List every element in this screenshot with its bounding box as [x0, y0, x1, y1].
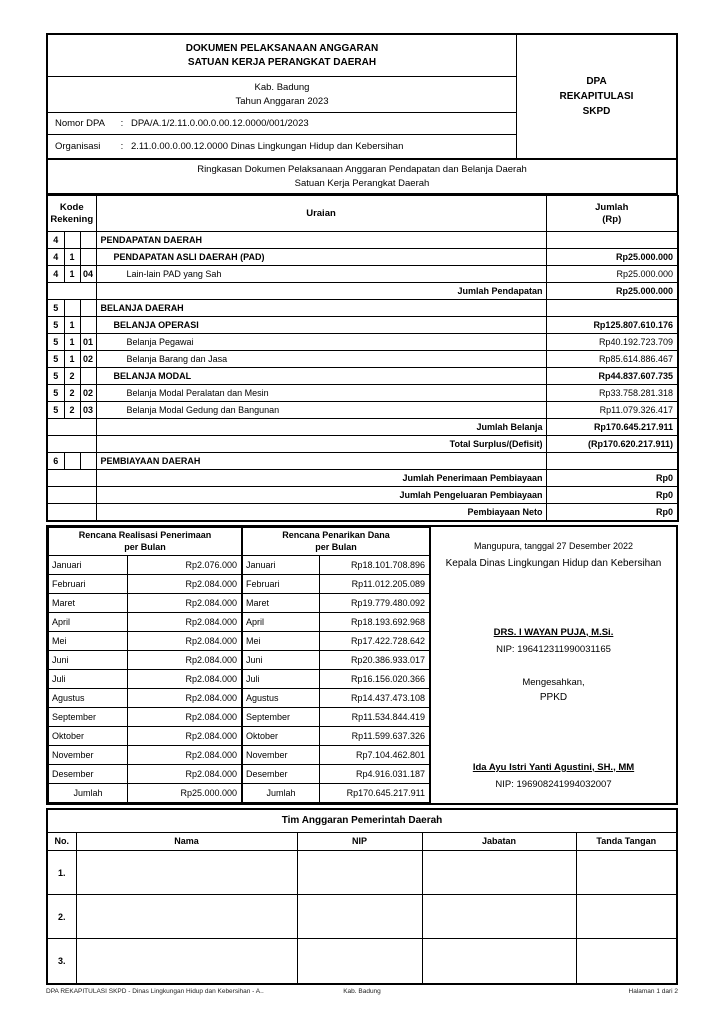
- kode-rekening-cell: [80, 300, 96, 317]
- signing-official-name: DRS. I WAYAN PUJA, M.Si.: [493, 626, 614, 638]
- month-label-cell: September: [243, 707, 320, 726]
- kode-rekening-cell-empty: [47, 470, 96, 487]
- monthly-row: [243, 631, 430, 650]
- budget-table-row: [47, 317, 678, 334]
- month-label-cell: Juli: [243, 669, 320, 688]
- uraian-cell: Lain-lain PAD yang Sah: [96, 266, 546, 283]
- monthly-row: [49, 612, 242, 631]
- monthly-row: [243, 650, 430, 669]
- monthly-row: [243, 612, 430, 631]
- approval-label: Mengesahkan,: [522, 676, 585, 688]
- tim-column-header: No.: [48, 833, 76, 851]
- kode-rekening-cell: 02: [80, 385, 96, 402]
- month-value-cell: Rp11.534.844.419: [320, 707, 430, 726]
- budget-table-row: [47, 300, 678, 317]
- tim-empty-cell: [297, 851, 422, 895]
- budget-table-row: [47, 283, 678, 300]
- kode-rekening-cell: 6: [47, 453, 64, 470]
- month-label-cell: Juli: [49, 669, 128, 688]
- tim-row-number-cell: 2.: [48, 895, 76, 939]
- kode-rekening-cell: 1: [64, 334, 80, 351]
- budget-year: Tahun Anggaran 2023: [235, 95, 329, 107]
- monthly-plan-section: [46, 525, 678, 805]
- colon-separator: :: [120, 141, 124, 152]
- jumlah-cell: Rp25.000.000: [546, 266, 678, 283]
- tim-column-header: Nama: [76, 833, 297, 851]
- kode-rekening-cell: 4: [47, 266, 64, 283]
- month-value-cell: Rp19.779.480.092: [320, 593, 430, 612]
- monthly-row: [243, 593, 430, 612]
- document-subtitle: [46, 160, 678, 195]
- page-footer: [46, 988, 678, 995]
- month-value-cell: Rp7.104.462.801: [320, 745, 430, 764]
- month-label-cell: Maret: [49, 593, 128, 612]
- month-label-cell: Oktober: [49, 726, 128, 745]
- monthly-row: [243, 726, 430, 745]
- tim-empty-cell: [422, 895, 576, 939]
- summary-jumlah-cell: Rp0: [546, 504, 678, 521]
- month-value-cell: Rp2.084.000: [128, 631, 242, 650]
- month-label-cell: Juni: [49, 650, 128, 669]
- kode-rekening-cell-empty: [47, 436, 96, 453]
- budget-table-row: [47, 368, 678, 385]
- approver-name: Ida Ayu Istri Yanti Agustini, SH., MM: [472, 761, 635, 773]
- kode-rekening-cell: 4: [47, 249, 64, 266]
- month-label-cell: November: [243, 745, 320, 764]
- budget-table-row: [47, 334, 678, 351]
- uraian-header: Uraian: [96, 196, 546, 232]
- signing-official-title: Kepala Dinas Lingkungan Hidup dan Kebersihan: [445, 557, 662, 569]
- region-year-block: [48, 77, 516, 113]
- monthly-row: [243, 574, 430, 593]
- kode-rekening-cell: 2: [64, 402, 80, 419]
- jumlah-cell: Rp44.837.607.735: [546, 368, 678, 385]
- month-value-cell: Rp18.193.692.968: [320, 612, 430, 631]
- kode-rekening-cell: 4: [47, 232, 64, 249]
- kode-rekening-cell: 5: [47, 368, 64, 385]
- monthly-receipts-title: Rencana Realisasi Penerimaan per Bulan: [49, 527, 242, 555]
- monthly-row: [49, 726, 242, 745]
- month-label-cell: Februari: [243, 574, 320, 593]
- kode-rekening-cell: 5: [47, 351, 64, 368]
- month-label-cell: Agustus: [49, 688, 128, 707]
- tim-table-row: [48, 851, 676, 895]
- budget-table-row: [47, 351, 678, 368]
- kode-rekening-cell-empty: [47, 419, 96, 436]
- kode-rekening-cell: 5: [47, 317, 64, 334]
- month-value-cell: Rp4.916.031.187: [320, 764, 430, 783]
- monthly-row: [49, 650, 242, 669]
- monthly-row: [49, 783, 242, 802]
- month-label-cell: Maret: [243, 593, 320, 612]
- budget-table-row: [47, 419, 678, 436]
- month-label-cell: September: [49, 707, 128, 726]
- tim-anggaran-section: [46, 808, 678, 985]
- summary-jumlah-cell: Rp0: [546, 470, 678, 487]
- tim-empty-cell: [576, 939, 676, 983]
- jumlah-cell: Rp11.079.326.417: [546, 402, 678, 419]
- monthly-row: [49, 669, 242, 688]
- header-left-block: [48, 35, 517, 158]
- month-label-cell: April: [49, 612, 128, 631]
- month-label-cell: Desember: [243, 764, 320, 783]
- colon-separator: :: [120, 118, 124, 129]
- uraian-cell: PENDAPATAN ASLI DAERAH (PAD): [96, 249, 546, 266]
- kode-rekening-cell: [80, 249, 96, 266]
- budget-table-row: [47, 453, 678, 470]
- month-value-cell: Rp2.084.000: [128, 707, 242, 726]
- dpa-document-page: [46, 33, 678, 985]
- summary-jumlah-cell: Rp170.645.217.911: [546, 419, 678, 436]
- document-title-line2: SATUAN KERJA PERANGKAT DAERAH: [187, 56, 377, 68]
- monthly-row: [49, 631, 242, 650]
- kode-rekening-cell: 1: [64, 317, 80, 334]
- monthly-row: [49, 745, 242, 764]
- summary-jumlah-cell: Rp25.000.000: [546, 283, 678, 300]
- kode-rekening-cell: [80, 317, 96, 334]
- organisasi-label: Organisasi: [55, 141, 101, 152]
- month-label-cell: Agustus: [243, 688, 320, 707]
- budget-table-row: [47, 436, 678, 453]
- tim-empty-cell: [76, 939, 297, 983]
- tim-empty-cell: [576, 851, 676, 895]
- tim-table-row: [48, 939, 676, 983]
- tim-empty-cell: [422, 939, 576, 983]
- month-value-cell: Rp2.084.000: [128, 593, 242, 612]
- tim-empty-cell: [297, 895, 422, 939]
- month-value-cell: Rp11.012.205.089: [320, 574, 430, 593]
- monthly-row: [243, 669, 430, 688]
- organisasi-value: 2.11.0.00.0.00.12.0000 Dinas Lingkungan Hidup dan Kebersihan: [131, 141, 404, 152]
- tim-empty-cell: [76, 895, 297, 939]
- month-value-cell: Rp25.000.000: [128, 783, 242, 802]
- month-value-cell: Rp17.422.728.642: [320, 631, 430, 650]
- tim-row-number-cell: 3.: [48, 939, 76, 983]
- monthly-receipts-table: [48, 527, 242, 803]
- kode-rekening-cell-empty: [47, 283, 96, 300]
- month-value-cell: Rp16.156.020.366: [320, 669, 430, 688]
- monthly-withdrawals-title: Rencana Penarikan Dana per Bulan: [243, 527, 430, 555]
- footer-doc-title: DPA REKAPITULASI SKPD - Dinas Lingkungan Hidup dan Kebersihan - A..: [46, 988, 264, 995]
- region-name: Kab. Badung: [254, 81, 310, 93]
- jumlah-cell: Rp25.000.000: [546, 249, 678, 266]
- jumlah-cell: [546, 232, 678, 249]
- approver-nip: NIP: 196908241994032007: [495, 778, 612, 790]
- month-value-cell: Rp2.076.000: [128, 555, 242, 574]
- month-label-cell: April: [243, 612, 320, 631]
- month-label-cell: Mei: [49, 631, 128, 650]
- jumlah-header: Jumlah (Rp): [546, 196, 678, 232]
- kode-rekening-cell: [64, 300, 80, 317]
- kode-rekening-cell: 5: [47, 402, 64, 419]
- kode-rekening-header: Kode Rekening: [47, 196, 96, 232]
- summary-jumlah-cell: (Rp170.620.217.911): [546, 436, 678, 453]
- kode-rekening-cell: 5: [47, 334, 64, 351]
- budget-table-row: [47, 232, 678, 249]
- month-value-cell: Rp18.101.708.896: [320, 555, 430, 574]
- budget-table-row: [47, 266, 678, 283]
- uraian-cell: PEMBIAYAAN DAERAH: [96, 453, 546, 470]
- kode-rekening-cell: [80, 368, 96, 385]
- kode-rekening-cell: 2: [64, 385, 80, 402]
- budget-table-row: [47, 487, 678, 504]
- month-value-cell: Rp2.084.000: [128, 612, 242, 631]
- jumlah-cell: Rp125.807.610.176: [546, 317, 678, 334]
- month-value-cell: Rp20.386.933.017: [320, 650, 430, 669]
- document-title-line1: DOKUMEN PELAKSANAAN ANGGARAN: [185, 42, 379, 54]
- document-header: [46, 33, 678, 160]
- month-value-cell: Rp2.084.000: [128, 574, 242, 593]
- month-label-cell: November: [49, 745, 128, 764]
- uraian-cell: PENDAPATAN DAERAH: [96, 232, 546, 249]
- kode-rekening-cell: 5: [47, 385, 64, 402]
- budget-summary-table: [46, 195, 679, 522]
- month-label-cell: Juni: [243, 650, 320, 669]
- month-value-cell: Rp2.084.000: [128, 650, 242, 669]
- tim-column-header: Tanda Tangan: [576, 833, 676, 851]
- uraian-cell: Belanja Pegawai: [96, 334, 546, 351]
- tim-table-row: [48, 895, 676, 939]
- uraian-cell: Belanja Modal Gedung dan Bangunan: [96, 402, 546, 419]
- monthly-row: [243, 688, 430, 707]
- tim-column-header: Jabatan: [422, 833, 576, 851]
- budget-table-row: [47, 402, 678, 419]
- kode-rekening-cell: 02: [80, 351, 96, 368]
- organisasi-row: [48, 135, 516, 158]
- kode-rekening-cell: 03: [80, 402, 96, 419]
- monthly-row: [49, 764, 242, 783]
- tim-empty-cell: [76, 851, 297, 895]
- monthly-withdrawals-table: [242, 527, 430, 803]
- jumlah-cell: Rp33.758.281.318: [546, 385, 678, 402]
- doc-type-badge: [517, 35, 676, 158]
- nomor-dpa-value: DPA/A.1/2.11.0.00.0.00.12.0000/001/2023: [131, 118, 309, 129]
- kode-rekening-cell: 1: [64, 351, 80, 368]
- tim-empty-cell: [422, 851, 576, 895]
- nomor-dpa-row: [48, 113, 516, 135]
- monthly-row: [49, 555, 242, 574]
- tim-row-number-cell: 1.: [48, 851, 76, 895]
- monthly-row: [243, 783, 430, 802]
- monthly-row: [49, 574, 242, 593]
- budget-table-row: [47, 470, 678, 487]
- jumlah-cell: [546, 453, 678, 470]
- monthly-row: [49, 593, 242, 612]
- month-value-cell: Rp2.084.000: [128, 688, 242, 707]
- doc-type-line2: REKAPITULASI: [559, 91, 634, 102]
- month-label-cell: Januari: [243, 555, 320, 574]
- signing-official-nip: NIP: 196412311990031165: [496, 643, 611, 655]
- monthly-row: [49, 707, 242, 726]
- month-value-cell: Rp11.599.637.326: [320, 726, 430, 745]
- kode-rekening-cell-empty: [47, 504, 96, 521]
- kode-rekening-cell: [64, 232, 80, 249]
- approver-title: PPKD: [539, 691, 568, 703]
- month-label-cell: Jumlah: [243, 783, 320, 802]
- jumlah-cell: Rp40.192.723.709: [546, 334, 678, 351]
- summary-label-cell: Jumlah Pengeluaran Pembiayaan: [96, 487, 546, 504]
- uraian-cell: Belanja Barang dan Jasa: [96, 351, 546, 368]
- month-value-cell: Rp170.645.217.911: [320, 783, 430, 802]
- subtitle-line1: Ringkasan Dokumen Pelaksanaan Anggaran Pendapatan dan Belanja Daerah: [197, 163, 527, 175]
- kode-rekening-cell: [80, 453, 96, 470]
- monthly-row: [243, 745, 430, 764]
- document-title: [48, 35, 516, 77]
- summary-label-cell: Jumlah Pendapatan: [96, 283, 546, 300]
- budget-table-row: [47, 385, 678, 402]
- tim-anggaran-table: [48, 833, 676, 983]
- kode-rekening-cell: 5: [47, 300, 64, 317]
- kode-rekening-cell-empty: [47, 487, 96, 504]
- summary-label-cell: Total Surplus/(Defisit): [96, 436, 546, 453]
- month-label-cell: Februari: [49, 574, 128, 593]
- doc-type-line1: DPA: [586, 76, 607, 87]
- month-value-cell: Rp2.084.000: [128, 669, 242, 688]
- month-value-cell: Rp14.437.473.108: [320, 688, 430, 707]
- kode-rekening-cell: 04: [80, 266, 96, 283]
- kode-rekening-cell: [80, 232, 96, 249]
- tim-column-header: NIP: [297, 833, 422, 851]
- monthly-row: [243, 707, 430, 726]
- month-label-cell: Jumlah: [49, 783, 128, 802]
- tim-anggaran-title: Tim Anggaran Pemerintah Daerah: [48, 810, 676, 833]
- jumlah-cell: Rp85.614.886.467: [546, 351, 678, 368]
- monthly-row: [49, 688, 242, 707]
- summary-label-cell: Jumlah Penerimaan Pembiayaan: [96, 470, 546, 487]
- budget-table-row: [47, 249, 678, 266]
- kode-rekening-cell: 01: [80, 334, 96, 351]
- kode-rekening-cell: 2: [64, 368, 80, 385]
- monthly-row: [243, 555, 430, 574]
- uraian-cell: BELANJA DAERAH: [96, 300, 546, 317]
- kode-rekening-cell: 1: [64, 266, 80, 283]
- footer-region: Kab. Badung: [343, 988, 381, 995]
- signature-block: [430, 527, 676, 803]
- doc-type-line3: SKPD: [582, 106, 611, 117]
- footer-page-number: Halaman 1 dari 2: [628, 988, 678, 995]
- uraian-cell: BELANJA MODAL: [96, 368, 546, 385]
- month-label-cell: Desember: [49, 764, 128, 783]
- jumlah-cell: [546, 300, 678, 317]
- monthly-row: [243, 764, 430, 783]
- month-label-cell: Oktober: [243, 726, 320, 745]
- summary-label-cell: Jumlah Belanja: [96, 419, 546, 436]
- budget-table-header-row: [47, 196, 678, 232]
- month-value-cell: Rp2.084.000: [128, 745, 242, 764]
- subtitle-line2: Satuan Kerja Perangkat Daerah: [294, 177, 430, 189]
- tim-empty-cell: [576, 895, 676, 939]
- month-value-cell: Rp2.084.000: [128, 726, 242, 745]
- summary-label-cell: Pembiayaan Neto: [96, 504, 546, 521]
- nomor-dpa-label: Nomor DPA: [55, 118, 105, 129]
- month-label-cell: Mei: [243, 631, 320, 650]
- budget-table-row: [47, 504, 678, 521]
- signature-place-date: Mangupura, tanggal 27 Desember 2022: [473, 540, 634, 551]
- uraian-cell: BELANJA OPERASI: [96, 317, 546, 334]
- kode-rekening-cell: 1: [64, 249, 80, 266]
- tim-empty-cell: [297, 939, 422, 983]
- tim-table-header-row: [48, 833, 676, 851]
- uraian-cell: Belanja Modal Peralatan dan Mesin: [96, 385, 546, 402]
- month-value-cell: Rp2.084.000: [128, 764, 242, 783]
- summary-jumlah-cell: Rp0: [546, 487, 678, 504]
- month-label-cell: Januari: [49, 555, 128, 574]
- kode-rekening-cell: [64, 453, 80, 470]
